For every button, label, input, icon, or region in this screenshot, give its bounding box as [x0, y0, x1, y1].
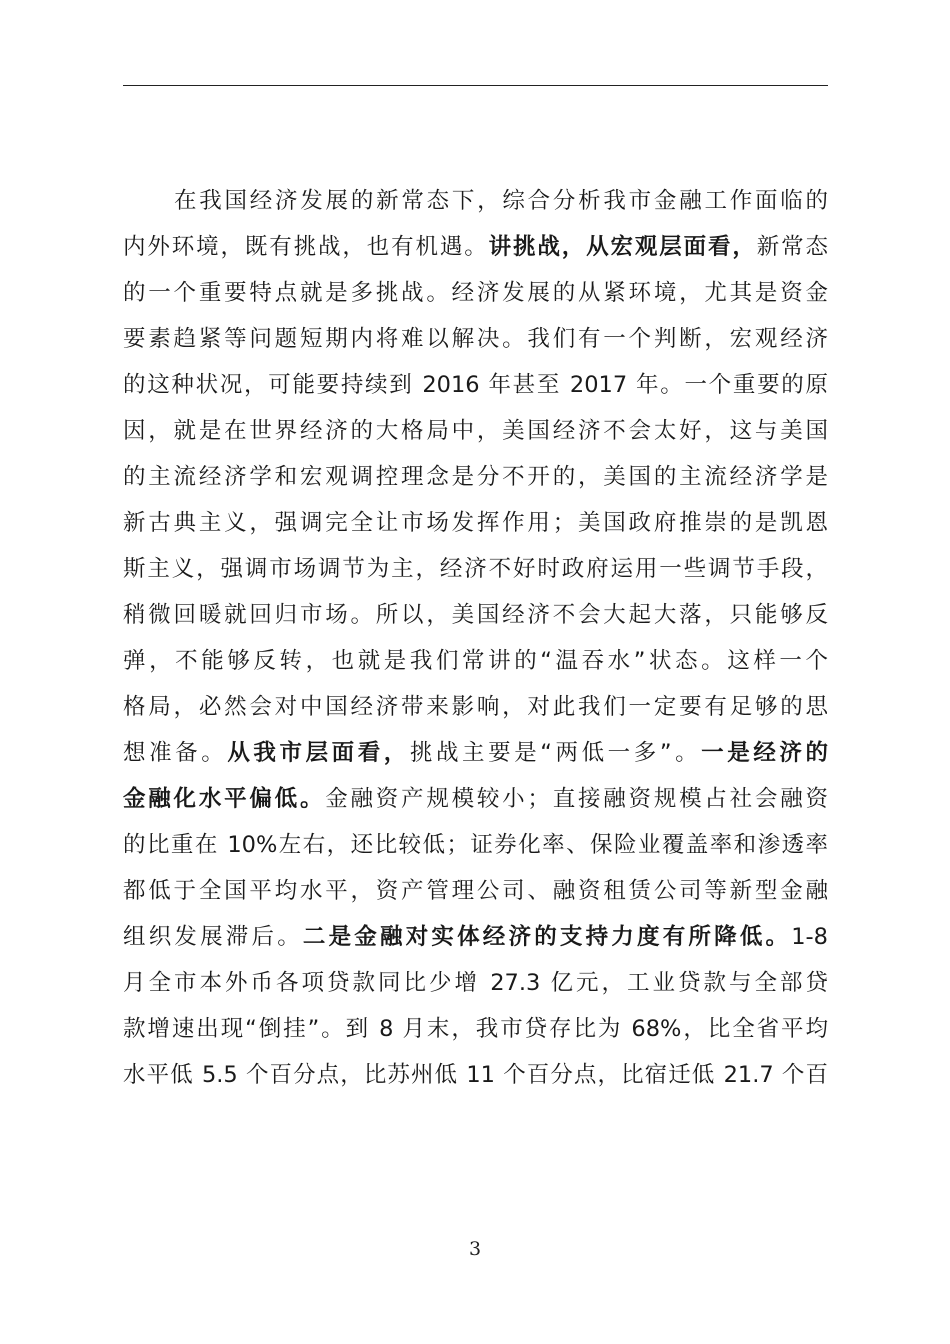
bold-text-run: 二是金融对实体经济的支持力度有所降低。 [302, 924, 792, 950]
text-line [123, 822, 828, 868]
text-line [123, 316, 828, 362]
text-run: 因，就是在世界经济的大格局中，美国经济不会太好，这与美国 [123, 418, 828, 444]
header-rule [123, 85, 828, 86]
text-line [123, 776, 828, 822]
text-run: 要素趋紧等问题短期内将难以解决。我们有一个判断，宏观经济 [123, 326, 828, 352]
text-line [123, 178, 828, 224]
text-run: 格局，必然会对中国经济带来影响，对此我们一定要有足够的思 [123, 694, 828, 720]
text-run: 金融资产规模较小；直接融资规模占社会融资 [325, 786, 828, 812]
text-run: 款增速出现“倒挂”。到 8 月末，我市贷存比为 68%，比全省平均 [123, 1016, 828, 1042]
bold-text-run: 从我市层面看， [227, 740, 410, 766]
text-run: 内外环境，既有挑战，也有机遇。 [123, 234, 489, 260]
text-line [123, 546, 828, 592]
text-run: 1-8 [791, 924, 828, 950]
text-line [123, 914, 828, 960]
bold-text-run: 金融化水平偏低。 [123, 786, 326, 812]
text-line [123, 592, 828, 638]
text-run: 稍微回暖就回归市场。所以，美国经济不会大起大落，只能够反 [123, 602, 828, 628]
text-line [123, 500, 828, 546]
text-run: 组织发展滞后。 [123, 924, 303, 950]
text-line [123, 270, 828, 316]
text-line [123, 730, 828, 776]
text-run: 想准备。 [123, 740, 228, 766]
text-line [123, 362, 828, 408]
text-line [123, 454, 828, 500]
text-run: 在我国经济发展的新常态下，综合分析我市金融工作面临的 [174, 188, 828, 214]
text-run: 挑战主要是“两低一多”。 [409, 740, 702, 766]
text-line [123, 684, 828, 730]
bold-text-run: 一是经济的 [701, 740, 828, 766]
text-line [123, 868, 828, 914]
page-number: 3 [468, 1238, 482, 1260]
text-run: 都低于全国平均水平，资产管理公司、融资租赁公司等新型金融 [123, 878, 828, 904]
text-line [123, 1052, 828, 1098]
text-run: 的比重在 10%左右，还比较低；证券化率、保险业覆盖率和渗透率 [123, 832, 828, 858]
text-line [123, 638, 828, 684]
text-run: 弹，不能够反转，也就是我们常讲的“温吞水”状态。这样一个 [123, 648, 828, 674]
bold-text-run: 讲挑战，从宏观层面看， [488, 234, 757, 260]
text-run: 的一个重要特点就是多挑战。经济发展的从紧环境，尤其是资金 [123, 280, 828, 306]
body-paragraph [123, 178, 828, 1098]
text-run: 的这种状况，可能要持续到 2016 年甚至 2017 年。一个重要的原 [123, 372, 828, 398]
text-line [123, 408, 828, 454]
text-run: 水平低 5.5 个百分点，比苏州低 11 个百分点，比宿迁低 21.7 个百 [123, 1062, 828, 1088]
text-line [123, 224, 828, 270]
text-line [123, 960, 828, 1006]
text-run: 新古典主义，强调完全让市场发挥作用；美国政府推崇的是凯恩 [123, 510, 828, 536]
text-run: 新常态 [756, 234, 828, 260]
text-run: 月全市本外币各项贷款同比少增 27.3 亿元，工业贷款与全部贷 [123, 970, 828, 996]
text-run: 的主流经济学和宏观调控理念是分不开的，美国的主流经济学是 [123, 464, 828, 490]
text-run: 斯主义，强调市场调节为主，经济不好时政府运用一些调节手段， [123, 556, 828, 582]
text-line [123, 1006, 828, 1052]
